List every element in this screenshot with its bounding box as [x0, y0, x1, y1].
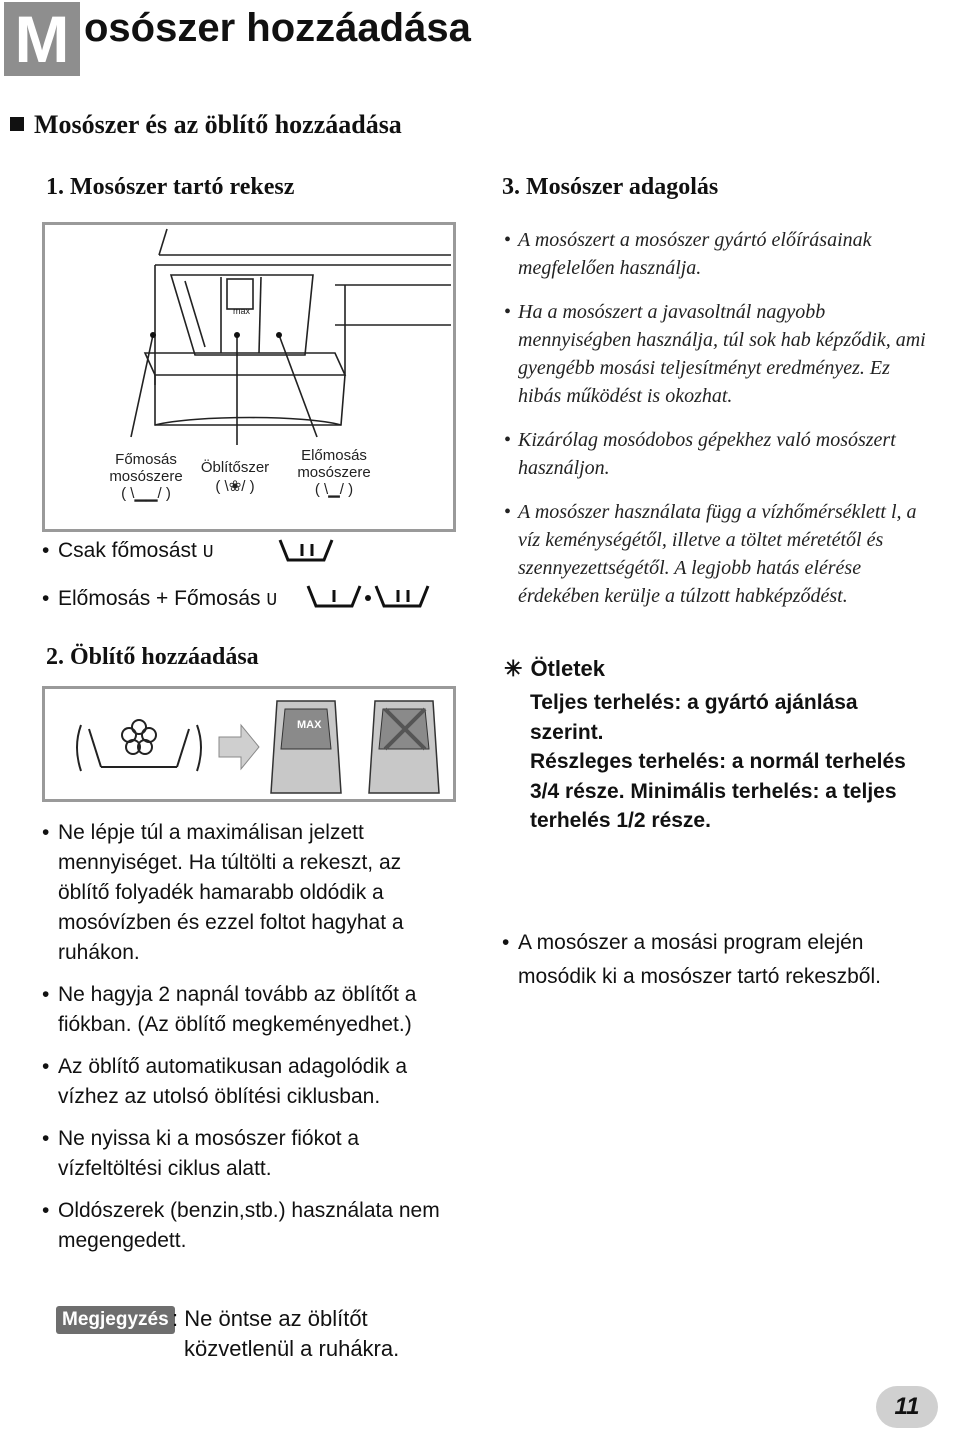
list-item: • Ne nyissa ki a mosószer fiókot a vízfeltöltési ciklus alatt.: [58, 1124, 448, 1184]
drawer-diagram: [42, 222, 456, 532]
bullet-main-wash: • Csak főmosást U: [58, 536, 214, 568]
prewash-label: Előmosás mosószere ( \▁/ ): [297, 447, 371, 498]
part2-bullets: [58, 818, 448, 1256]
max-mark: MAX: [297, 719, 322, 731]
list-item: • Ne hagyja 2 napnál tovább az öblítőt a fiókban. (Az öblítő megkeményedhet.): [58, 980, 448, 1040]
softener-label: Öblítőszer ( \❀/ ): [200, 459, 270, 495]
page-title: osószer hozzáadása: [84, 6, 471, 50]
asterisk-icon: ✳: [504, 656, 523, 681]
main-wash-label: Főmosás mosószere ( \▁▁/ ): [109, 451, 183, 502]
page-number: 11: [876, 1386, 938, 1428]
list-item: • A mosószert a mosószer gyártó előírásainak megfelelően használja.: [518, 226, 938, 282]
prewash-tray-symbols-icon: [306, 582, 430, 610]
tips-heading: ✳ Ötletek: [504, 656, 606, 681]
bottom-bullet: • A mosószer a mosási program elején mosódik ki a mosószer tartó rekeszből.: [518, 926, 918, 994]
list-item: • Oldószerek (benzin,stb.) használata nem megengedett.: [58, 1196, 448, 1256]
part3-heading: 3. Mosószer adagolás: [502, 174, 719, 200]
softener-illustration: [45, 689, 453, 799]
list-item: • Ha a mosószert a javasoltnál nagyobb mennyiségben használja, túl sok hab képződik, ami gyengébb mosási teljesítményt eredményez. Ez hibás működést is okozhat.: [518, 298, 938, 410]
tray-symbol-icon: [278, 536, 334, 564]
part3-bullets: [518, 226, 938, 610]
title-initial-box: M: [4, 2, 80, 76]
note-badge: Megjegyzés: [56, 1306, 175, 1334]
list-item: • Az öblítő automatikusan adagolódik a vízhez az utolsó öblítési ciklusban.: [58, 1052, 448, 1112]
tips-text: Teljes terhelés: a gyártó ajánlása szerint. Részleges terhelés: a normál terhelés 3/4 része. Minimális terhelés: a teljes terhelés 1/2 része.: [530, 691, 906, 832]
bullet-prewash-main: • Előmosás + Főmosás U: [58, 584, 277, 616]
list-item: • Ne lépje túl a maximálisan jelzett mennyiséget. Ha túltölti a rekeszt, az öblítő folyadék hamarabb oldódik a mosóvízben és ezzel foltot hagyhat a ruhákon.: [58, 818, 448, 968]
section-title: Mosószer és az öblítő hozzáadása: [34, 110, 402, 139]
list-item: • A mosószer használata függ a vízhőmérséklett l, a víz keménységétől, illetve a töltet méretétől és szennyezettségétől. A legjobb hatás elérése érdekében kerülje a túlzott habképződést.: [518, 498, 938, 610]
max-label: max: [233, 306, 251, 316]
square-bullet-icon: [10, 117, 24, 131]
part1-heading: 1. Mosószer tartó rekesz: [46, 174, 295, 200]
list-item: • Kizárólag mosódobos gépekhez való mosószert használjon.: [518, 426, 938, 482]
note-text: : Ne öntse az öblítőt közvetlenül a ruhákra.: [172, 1306, 400, 1361]
part2-heading: 2. Öblítő hozzáadása: [46, 644, 259, 670]
softener-diagram: [42, 686, 456, 802]
section-heading: [10, 110, 402, 140]
